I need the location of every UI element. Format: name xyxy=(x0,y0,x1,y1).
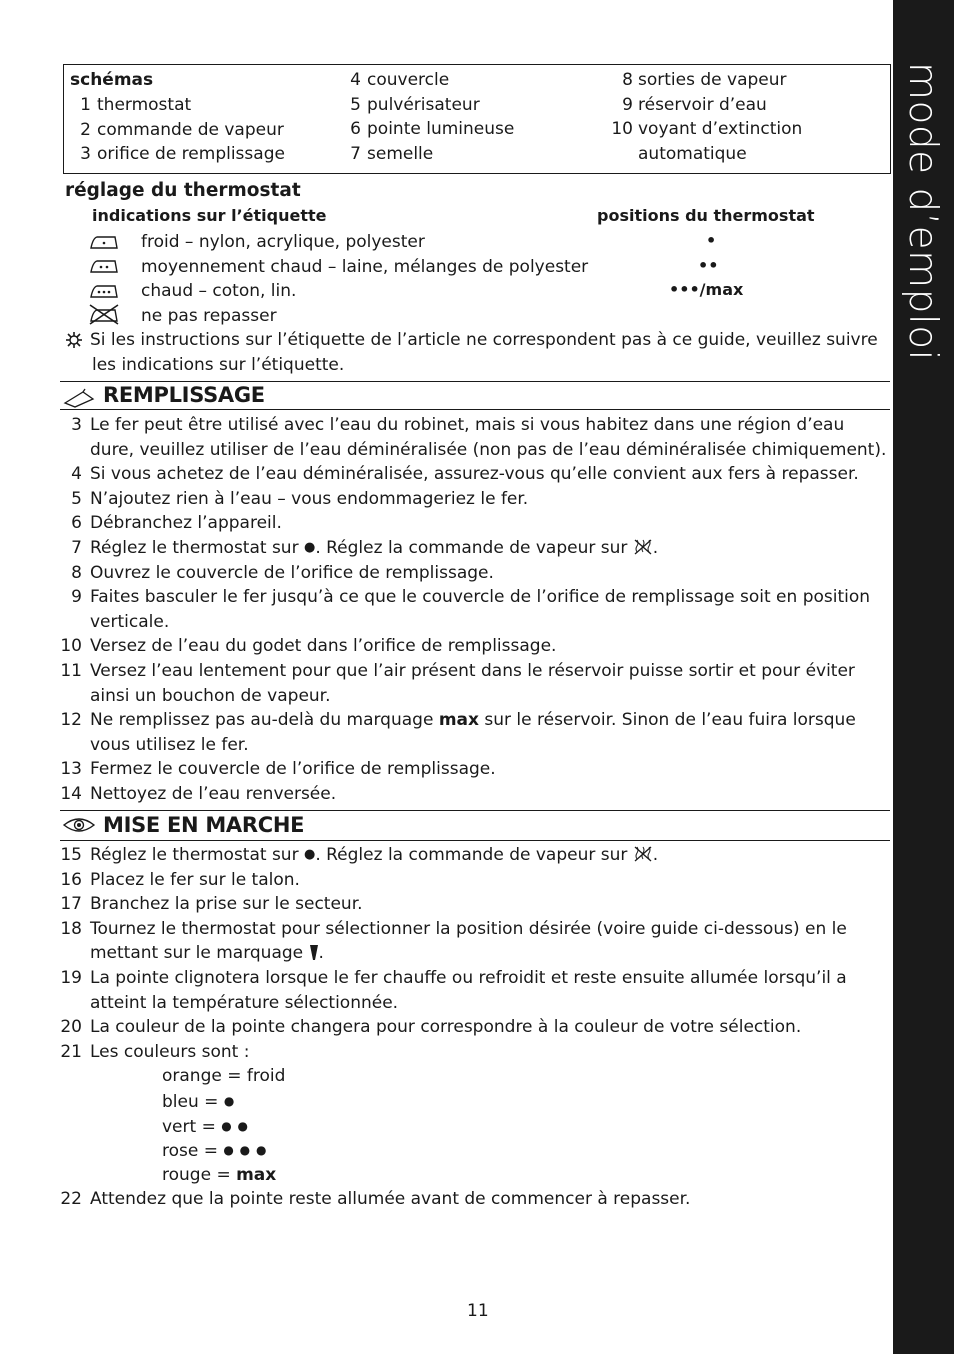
schema-item-number: 2 xyxy=(80,119,91,140)
schema-item-label: réservoir d’eau xyxy=(638,94,767,115)
iron-three-dots-icon xyxy=(89,281,119,301)
schema-item-label: orifice de remplissage xyxy=(97,144,285,164)
list-item-number: 20 xyxy=(60,1017,82,1038)
list-item-number: 17 xyxy=(60,894,82,915)
list-item-text: Versez de l’eau du godet dans l’orifice de remplissage. xyxy=(90,636,557,657)
list-item-text: La couleur de la pointe changera pour correspondre à la couleur de votre sélection. xyxy=(90,1017,802,1038)
color-item-label: bleu = xyxy=(162,1092,224,1112)
eye-icon xyxy=(62,814,96,836)
list-item-number: 18 xyxy=(60,918,82,939)
list-item-text: Placez le fer sur le talon. xyxy=(90,869,300,890)
color-item-label: orange = froid xyxy=(162,1066,286,1087)
list-item-text: Versez l’eau lentement pour que l’air présent dans le réservoir puisse sortir et pour éviter ainsi un bouchon de vapeur. xyxy=(90,661,855,706)
divider xyxy=(60,840,890,841)
schema-item-number: 8 xyxy=(622,70,633,90)
list-item-text: La pointe clignotera lorsque le fer chauffe ou refroidit et reste ensuite allumée lorsqu’il a atteint la température sélectionnée. xyxy=(90,968,847,1013)
schema-item-label: semelle xyxy=(367,143,434,164)
list-item-number: 8 xyxy=(71,562,82,583)
thermostat-heading: réglage du thermostat xyxy=(65,180,301,201)
thermostat-row-position: •••/max xyxy=(669,280,744,299)
schema-item-number: 9 xyxy=(622,94,633,115)
no-steam-icon xyxy=(633,538,653,556)
schema-item-label: sorties de vapeur xyxy=(638,70,787,90)
color-item-mark: max xyxy=(236,1164,277,1185)
thermostat-note-line2: les indications sur l’étiquette. xyxy=(92,355,345,375)
bold-marker: max xyxy=(438,710,479,731)
color-item-label: rose = xyxy=(162,1141,224,1162)
divider xyxy=(60,409,890,410)
schema-item-label: pulvérisateur xyxy=(367,94,480,115)
marker-arrow-icon xyxy=(309,944,319,961)
thermostat-row-label: froid – nylon, acrylique, polyester xyxy=(141,232,425,252)
list-item-text: Nettoyez de l’eau renversée. xyxy=(90,784,337,804)
sidebar-tab xyxy=(893,0,954,1354)
list-item-number: 3 xyxy=(71,415,82,435)
thermostat-row-label: ne pas repasser xyxy=(141,305,277,326)
list-item-number: 5 xyxy=(71,488,82,509)
list-item-number: 12 xyxy=(60,710,82,731)
thermostat-note-line1: Si les instructions sur l’étiquette de l’article ne correspondent pas à ce guide, veuillez suivre xyxy=(90,330,878,350)
no-iron-icon xyxy=(87,303,121,325)
list-item-number: 11 xyxy=(60,661,82,681)
color-item xyxy=(162,1138,267,1163)
list-item-text: Ne remplissez pas au-delà du marquage max sur le réservoir. Sinon de l’eau fuira lorsque vous utilisez le fer. xyxy=(90,710,856,755)
iron-two-dots-icon xyxy=(89,256,119,276)
thermostat-col-position: positions du thermostat xyxy=(597,206,815,225)
list-item-text: Ouvrez le couvercle de l’orifice de remplissage. xyxy=(90,562,494,583)
thermostat-row-position: •• xyxy=(698,255,719,275)
list-item-number: 7 xyxy=(71,538,82,558)
bullet-dot-icon: ● xyxy=(303,847,316,862)
list-item-number: 14 xyxy=(60,784,82,804)
list-item-number: 16 xyxy=(60,869,82,890)
schema-item-number: 6 xyxy=(350,119,361,139)
list-item-number: 6 xyxy=(71,513,82,534)
schema-item-number: 1 xyxy=(80,95,91,115)
list-item-number: 19 xyxy=(60,968,82,988)
schema-item-label: pointe lumineuse xyxy=(367,119,515,139)
schema-item-label: thermostat xyxy=(97,95,192,115)
list-item-text: Fermez le couvercle de l’orifice de remplissage. xyxy=(90,759,496,780)
list-item-number: 13 xyxy=(60,759,82,780)
list-item-text: Le fer peut être utilisé avec l’eau du robinet, mais si vous habitez dans une région d’eau dure, veuillez utiliser de l’eau déminéralisée (non pas de l’eau déminéralisée chimiquement). xyxy=(90,415,887,460)
list-item-number: 22 xyxy=(60,1189,82,1210)
list-item-text: Réglez le thermostat sur ●. Réglez la commande de vapeur sur . xyxy=(90,538,659,558)
sidebar-title: mode d’emploi xyxy=(900,62,945,361)
list-item-text: N’ajoutez rien à l’eau – vous endommageriez le fer. xyxy=(90,488,529,509)
schema-item-label: commande de vapeur xyxy=(97,119,284,140)
warning-star-icon xyxy=(65,331,83,349)
schema-item-label: couvercle xyxy=(367,70,450,90)
thermostat-row-label: chaud – coton, lin. xyxy=(141,281,297,301)
color-item-label: vert = xyxy=(162,1116,222,1137)
list-item-number: 9 xyxy=(71,587,82,608)
list-item-text: Si vous achetez de l’eau déminéralisée, assurez-vous qu’elle convient aux fers à repasser. xyxy=(90,464,859,485)
schema-item-number: 7 xyxy=(350,143,361,164)
list-item-number: 21 xyxy=(60,1041,82,1062)
filling-icon xyxy=(63,386,95,408)
thermostat-row-position: • xyxy=(706,231,717,250)
bullet-dot-icon: ● xyxy=(303,540,316,555)
list-item-text: Attendez que la pointe reste allumée avant de commencer à repasser. xyxy=(90,1189,691,1210)
schema-item-number: 5 xyxy=(350,94,361,115)
color-item-mark: ● ● xyxy=(221,1118,249,1133)
page-number: 11 xyxy=(467,1301,489,1321)
color-item-label: rouge = xyxy=(162,1164,237,1185)
list-item-text: Branchez la prise sur le secteur. xyxy=(90,894,363,915)
schema-item-number: 10 xyxy=(611,119,633,139)
list-item-text: Faites basculer le fer jusqu’à ce que le couvercle de l’orifice de remplissage soit en position verticale. xyxy=(90,587,871,632)
color-item-mark: ● ● ● xyxy=(223,1143,268,1158)
color-item xyxy=(162,1114,249,1139)
schema-item-label: voyant d’extinction xyxy=(638,119,803,139)
list-item-text: Tournez le thermostat pour sélectionner la position désirée (voire guide ci-dessous) en le mettant sur le marquage . xyxy=(90,918,847,964)
list-item-number: 15 xyxy=(60,845,82,865)
list-item-text: Les couleurs sont : xyxy=(90,1041,250,1062)
thermostat-row-label: moyennement chaud – laine, mélanges de polyester xyxy=(141,256,589,277)
mise-en-marche-title: MISE EN MARCHE xyxy=(103,813,305,837)
schemas-heading: schémas xyxy=(70,70,154,90)
remplissage-title: REMPLISSAGE xyxy=(103,383,265,407)
list-item-number: 4 xyxy=(71,464,82,485)
schema-item-number: 3 xyxy=(80,144,91,164)
thermostat-col-label: indications sur l’étiquette xyxy=(92,206,327,225)
color-item xyxy=(162,1089,235,1114)
no-steam-icon xyxy=(633,845,653,863)
color-item xyxy=(162,1064,285,1088)
color-item xyxy=(162,1163,276,1187)
list-item-text: Débranchez l’appareil. xyxy=(90,513,282,534)
schema-item-number: 4 xyxy=(350,70,361,90)
iron-one-dot-icon xyxy=(89,232,119,252)
list-item-number: 10 xyxy=(60,636,82,657)
schema-item-label: automatique xyxy=(638,143,747,164)
color-item-mark: ● xyxy=(223,1094,236,1108)
list-item-text: Réglez le thermostat sur ●. Réglez la commande de vapeur sur . xyxy=(90,845,659,865)
